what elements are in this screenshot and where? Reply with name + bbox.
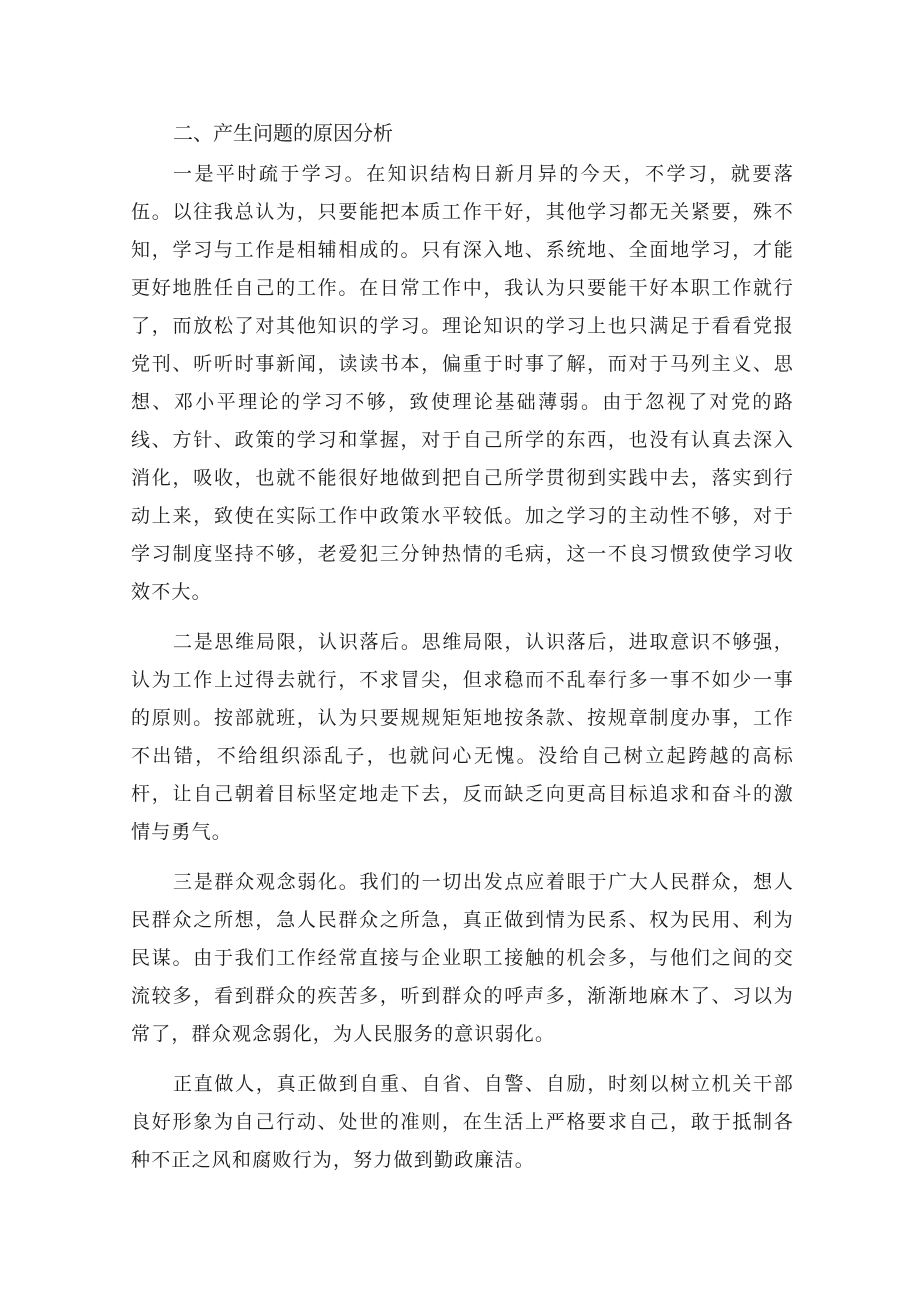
section-heading: 二、产生问题的原因分析 (173, 121, 393, 145)
paragraph-integrity: 正直做人，真正做到自重、自省、自警、自励，时刻以树立机关干部良好形象为自己行动、处世的准则，在生活上严格要求自己，敢于抵制各种不正之风和腐败行为，努力做到勤政廉洁。 (131, 1073, 794, 1171)
paragraph-thinking: 二是思维局限，认识落后。思维局限，认识落后，进取意识不够强，认为工作上过得去就行，不求冒尖，但求稳而不乱奉行多一事不如少一事的原则。按部就班，认为只要规规矩矩地按条款、按规章制度办事，工作不出错，不给组织添乱子，也就问心无愧。没给自己树立起跨越的高标杆，让自己朝着目标坚定地走下去，反而缺乏向更高目标追求和奋斗的激情与勇气。 (131, 631, 794, 843)
paragraph-masses: 三是群众观念弱化。我们的一切出发点应着眼于广大人民群众，想人民群众之所想，急人民群众之所急，真正做到情为民系、权为民用、利为民谋。由于我们工作经常直接与企业职工接触的机会多，与他们之间的交流较多，看到群众的疾苦多，听到群众的呼声多，渐渐地麻木了、习以为常了，群众观念弱化，为人民服务的意识弱化。 (131, 871, 794, 1045)
paragraph-study: 一是平时疏于学习。在知识结构日新月异的今天，不学习，就要落伍。以往我总认为，只要能把本质工作干好，其他学习都无关紧要，殊不知，学习与工作是相辅相成的。只有深入地、系统地、全面地学习，才能更好地胜任自己的工作。在日常工作中，我认为只要能干好本职工作就行了，而放松了对其他知识的学习。理论知识的学习上也只满足于看看党报党刊、听听时事新闻，读读书本，偏重于时事了解，而对于马列主义、思想、邓小平理论的学习不够，致使理论基础薄弱。由于忽视了对党的路线、方针、政策的学习和掌握，对于自己所学的东西，也没有认真去深入消化，吸收，也就不能很好地做到把自己所学贯彻到实践中去，落实到行动上来，致使在实际工作中政策水平较低。加之学习的主动性不够，对于学习制度坚持不够，老爱犯三分钟热情的毛病，这一不良习惯致使学习收效不大。 (131, 163, 794, 603)
document-body (131, 113, 794, 1191)
